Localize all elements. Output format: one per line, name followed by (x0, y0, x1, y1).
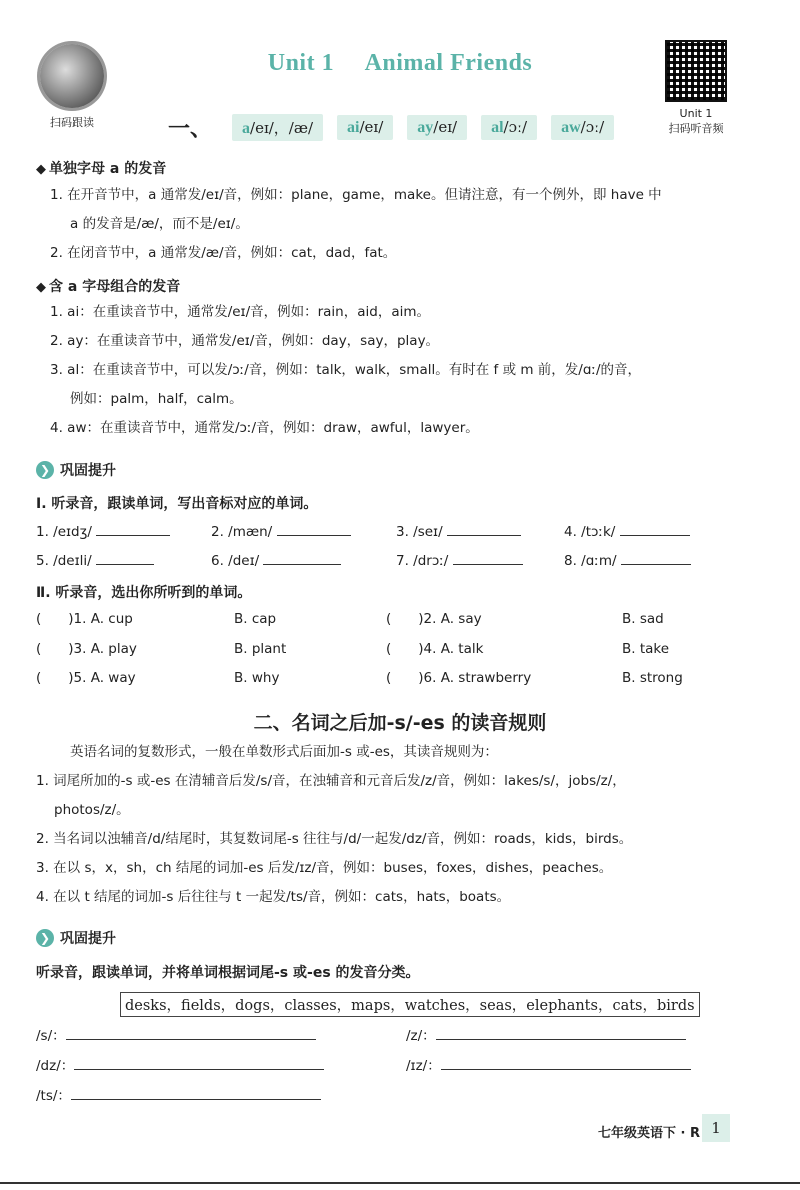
part1-row (36, 547, 726, 576)
rule-line: 1. 词尾所加的-s 或-es 在清辅音后发/s/音，在浊辅音和元音后发/z/音，例如：lakes/s/，jobs/z/， (36, 773, 626, 789)
page-number: 1 (702, 1114, 730, 1142)
part1-title: Ⅰ. 听录音，跟读单词，写出音标对应的单词。 (36, 496, 318, 512)
section-number: 一、 (168, 117, 213, 142)
qr-label: 扫码听音频 (668, 122, 724, 135)
diamond-icon: ◆ (36, 162, 46, 177)
word-box: desks，fields，dogs，classes，maps，watches，seas，elephants，cats，birds (120, 992, 700, 1017)
section2-intro: 英语名词的复数形式，一般在单数形式后面加-s 或-es，其读音规则为： (70, 744, 498, 760)
choice-row (36, 605, 726, 634)
phonetic-item: 2. /mæn/ (211, 518, 396, 547)
answer-blank[interactable] (453, 550, 523, 565)
arrow-icon: ❯ (36, 461, 54, 479)
part1-row (36, 518, 726, 547)
section2-rules (36, 767, 766, 912)
answer-blank[interactable] (441, 1055, 691, 1070)
phonetic-item: 5. /deɪli/ (36, 547, 211, 576)
rules-a-combo (50, 298, 750, 443)
choice-row (36, 664, 726, 693)
phonics-chip: al/ɔː/ (481, 115, 537, 140)
answer-blank[interactable] (277, 521, 351, 536)
choice-option[interactable]: B. plant (234, 641, 287, 657)
answer-blank[interactable] (74, 1055, 324, 1070)
rule-line: 1. 在开音节中，a 通常发/eɪ/音，例如：plane，game，make。但请注意，有一个例外，即 have 中 (50, 187, 662, 203)
qr-caption (650, 106, 742, 136)
choice-option[interactable]: B. strong (622, 670, 683, 686)
rule-line: 3. 在以 s，x，sh，ch 结尾的词加-es 后发/ɪz/音，例如：buses，foxes，dishes，peaches。 (36, 860, 613, 876)
title-name: Animal Friends (364, 50, 533, 76)
choice-option[interactable]: ( )1. A. cup (36, 611, 133, 627)
heading-a-combo: ◆ 含 a 字母组合的发音 (36, 279, 181, 295)
choice-option[interactable]: B. take (622, 641, 670, 657)
rule-line: photos/z/。 (54, 802, 130, 818)
choice-option[interactable]: B. cap (234, 611, 277, 627)
part2-title: Ⅱ. 听录音，选出你所听到的单词。 (36, 585, 252, 601)
sort-line: /z/： (406, 1022, 686, 1051)
choice-option[interactable]: ( )4. A. talk (386, 641, 484, 657)
practice-badge: ❯ 巩固提升 (36, 928, 116, 948)
rule-line: 1. ai：在重读音节中，通常发/eɪ/音，例如：rain，aid，aim。 (50, 304, 431, 320)
section2-title: 二、名词之后加-s/-es 的读音规则 (253, 712, 547, 734)
answer-blank[interactable] (66, 1025, 316, 1040)
answer-blank[interactable] (96, 550, 154, 565)
arrow-icon: ❯ (36, 929, 54, 947)
answer-blank[interactable] (447, 521, 521, 536)
diamond-icon: ◆ (36, 280, 46, 295)
rule-line: 4. aw：在重读音节中，通常发/ɔː/音，例如：draw，awful，lawyer。 (50, 420, 479, 436)
phonics-chip: aw/ɔː/ (551, 115, 614, 140)
rule-line: 2. ay：在重读音节中，通常发/eɪ/音，例如：day，say，play。 (50, 333, 440, 349)
choice-option[interactable]: ( )2. A. say (386, 611, 482, 627)
choice-option[interactable]: B. why (234, 670, 280, 686)
choice-option[interactable]: ( )3. A. play (36, 641, 137, 657)
rule-line: 3. al：在重读音节中，可以发/ɔː/音，例如：talk，walk，small。有时在 f 或 m 前，发/ɑː/的音， (50, 362, 642, 378)
phonetic-item: 1. /eɪdʒ/ (36, 518, 211, 547)
answer-blank[interactable] (263, 550, 341, 565)
phonics-chip: ai/eɪ/ (337, 115, 393, 140)
title-unit: Unit 1 (267, 50, 335, 76)
answer-blank[interactable] (620, 521, 690, 536)
rules-single-a (50, 181, 750, 268)
phonetic-item: 8. /ɑːm/ (564, 547, 726, 576)
heading-single-a: ◆ 单独字母 a 的发音 (36, 161, 167, 177)
book-label: 七年级英语下 · R (597, 1126, 700, 1141)
phonics-chip: a/eɪ/，/æ/ (232, 114, 323, 141)
answer-blank[interactable] (621, 550, 691, 565)
rule-line: 例如：palm，half，calm。 (70, 391, 243, 407)
practice-badge: ❯ 巩固提升 (36, 460, 116, 480)
phonics-chip: ay/eɪ/ (407, 115, 467, 140)
rule-line: a 的发音是/æ/，而不是/eɪ/。 (70, 216, 249, 232)
qr-unit: Unit 1 (679, 107, 713, 120)
choice-row (36, 635, 726, 664)
answer-blank[interactable] (96, 521, 170, 536)
sort-line: /ɪz/： (406, 1052, 691, 1081)
sort-line: /s/： (36, 1022, 316, 1051)
sort-line: /dz/： (36, 1052, 324, 1081)
phonetic-item: 4. /tɔːk/ (564, 518, 726, 547)
phonetic-item: 7. /drɔː/ (396, 547, 564, 576)
answer-blank[interactable] (71, 1085, 321, 1100)
footer-divider (0, 1182, 800, 1184)
rule-line: 2. 当名词以浊辅音/d/结尾时，其复数词尾-s 往往与/d/一起发/dz/音，例如：roads，kids，birds。 (36, 831, 633, 847)
scan-label: 扫码跟读 (50, 116, 94, 129)
choice-option[interactable]: ( )6. A. strawberry (386, 670, 532, 686)
qr-code[interactable] (665, 40, 727, 102)
choice-option[interactable]: B. sad (622, 611, 664, 627)
rule-line: 2. 在闭音节中，a 通常发/æ/音，例如：cat，dad，fat。 (50, 245, 397, 261)
phonics-row (168, 112, 614, 143)
choice-option[interactable]: ( )5. A. way (36, 670, 136, 686)
rule-line: 4. 在以 t 结尾的词加-s 后往往与 t 一起发/ts/音，例如：cats，hats，boats。 (36, 889, 511, 905)
sort-line: /ts/： (36, 1082, 321, 1111)
answer-blank[interactable] (436, 1025, 686, 1040)
phonetic-item: 3. /seɪ/ (396, 518, 564, 547)
practice2-instruction: 听录音，跟读单词，并将单词根据词尾-s 或-es 的发音分类。 (36, 965, 420, 981)
phonetic-item: 6. /deɪ/ (211, 547, 396, 576)
